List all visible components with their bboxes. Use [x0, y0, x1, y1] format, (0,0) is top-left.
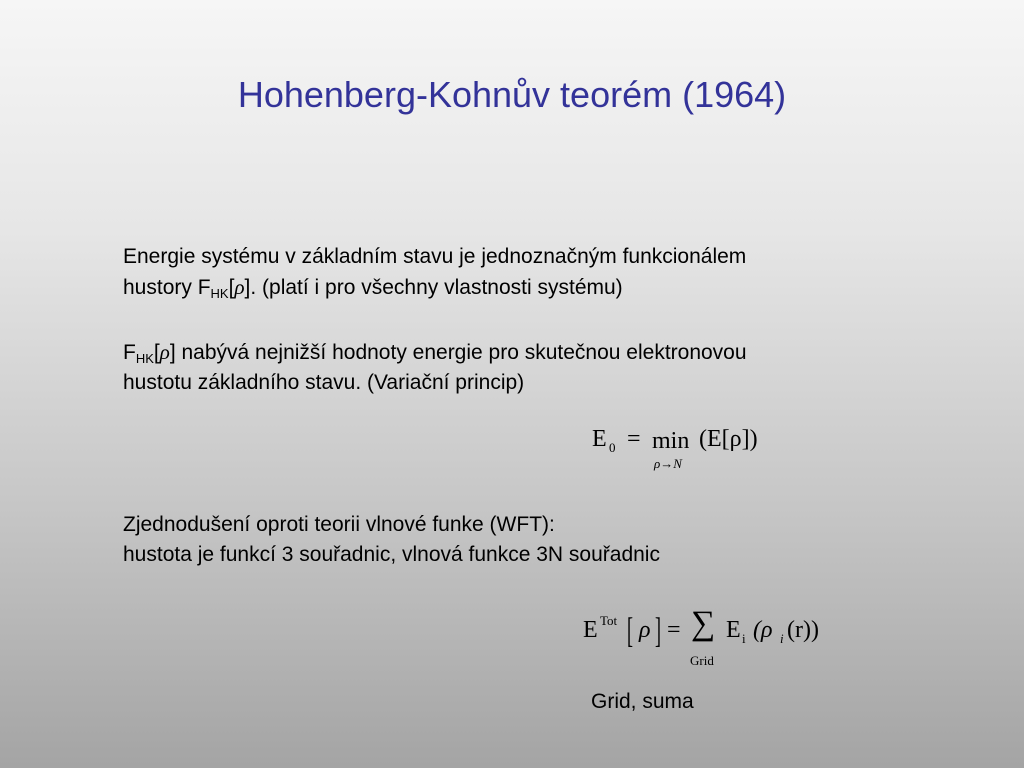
- slide-title: Hohenberg-Kohnův teorém (1964): [237, 74, 787, 115]
- eq-arg: ρ: [639, 617, 651, 643]
- sum-sub: Grid: [690, 653, 714, 668]
- eq-min-operator: min: [652, 428, 690, 454]
- paragraph-uniqueness: [123, 242, 746, 303]
- bracket: [: [228, 276, 235, 299]
- paragraph-line: Energie systému v základním stavu je jednoznačným funkcionálem: [123, 245, 747, 268]
- paragraph-variational: [123, 337, 747, 398]
- paragraph-simplification: [123, 510, 660, 570]
- rho-symbol: ρ: [159, 340, 170, 364]
- text-fragment: F: [123, 341, 136, 364]
- eq-equals: =: [627, 426, 641, 452]
- bracket: [: [153, 341, 160, 364]
- eq-rhs: (E[ρ]): [699, 426, 758, 452]
- left-bracket: [: [627, 610, 633, 650]
- paragraph-line: hustota je funkcí 3 souřadnic, vlnová funkce 3N souřadnic: [123, 543, 660, 566]
- subscript-hk: HK: [210, 286, 229, 301]
- eq-lhs: E: [583, 617, 598, 643]
- text-fragment: hustory F: [123, 276, 211, 299]
- sum-symbol: ∑: [691, 605, 716, 642]
- caption-grid-sum: Grid, suma: [591, 690, 694, 713]
- eq-rhs-end: (r)): [787, 617, 819, 643]
- paragraph-line: hustotu základního stavu. (Variační princip): [123, 371, 525, 394]
- eq-term-sub: i: [742, 631, 746, 646]
- rho-symbol: ρ: [234, 275, 245, 299]
- text-fragment: ]. (platí i pro všechny vlastnosti systému): [244, 276, 623, 299]
- eq-rhs: (ρ: [753, 617, 773, 643]
- eq-min-sub: ρ→N: [654, 456, 682, 471]
- equation-grid-sum: [583, 605, 843, 675]
- right-bracket: ]: [655, 610, 661, 650]
- eq-term: E: [726, 617, 741, 643]
- eq-lhs: E: [592, 426, 607, 452]
- paragraph-line: [123, 272, 746, 303]
- paragraph-line: [123, 337, 747, 368]
- equation-minimization: [592, 422, 792, 482]
- eq-lhs-sub: 0: [609, 440, 616, 455]
- paragraph-line: Zjednodušení oproti teorii vlnové funke (WFT):: [123, 513, 555, 536]
- eq-rhs-sub: i: [780, 631, 784, 646]
- text-fragment: ] nabývá nejnižší hodnoty energie pro skutečnou elektronovou: [169, 341, 747, 364]
- eq-lhs-sup: Tot: [600, 613, 618, 628]
- eq-equals: =: [667, 617, 681, 643]
- subscript-hk: HK: [135, 351, 154, 366]
